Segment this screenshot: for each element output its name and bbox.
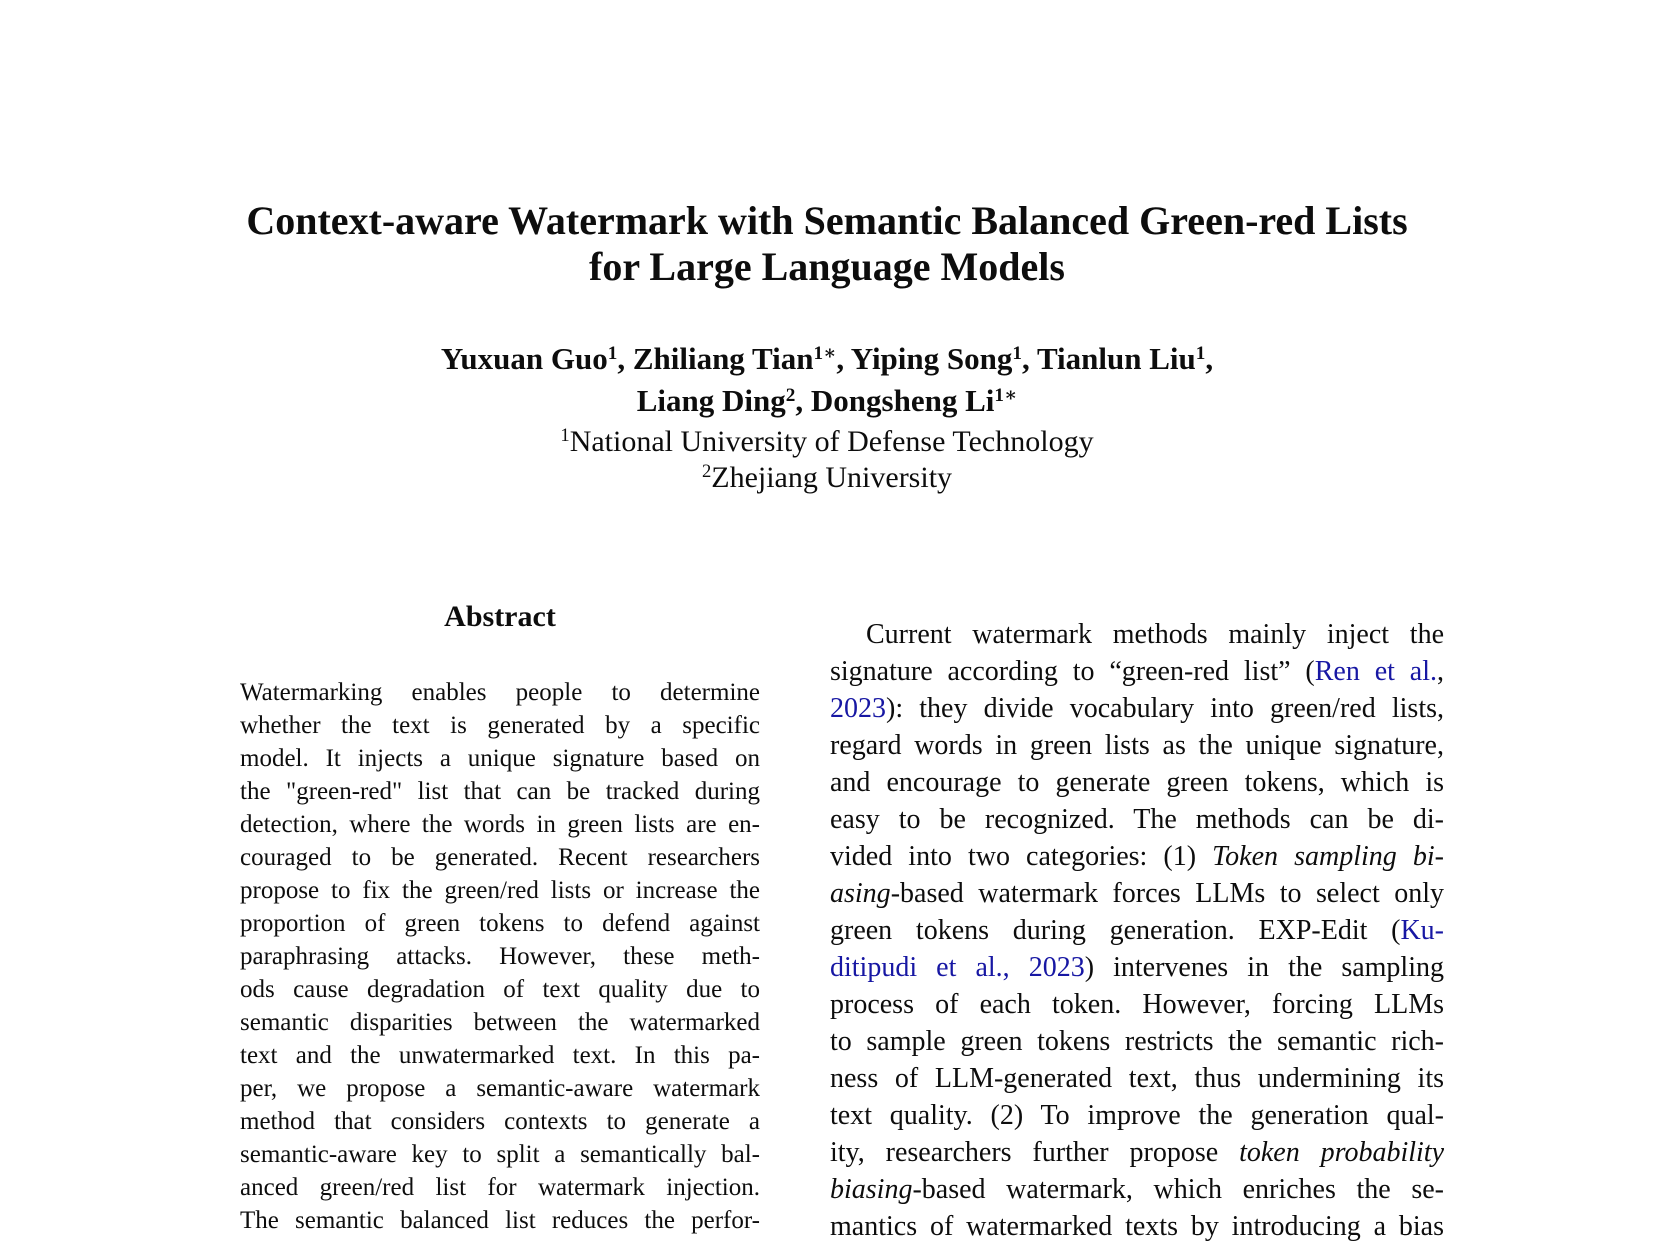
intro-body xyxy=(830,616,1444,1241)
paper-title-line-2: for Large Language Models xyxy=(589,244,1065,289)
paper-title xyxy=(0,198,1654,290)
text-run: , Dongsheng Li xyxy=(795,383,995,418)
intro-line xyxy=(830,1097,1444,1134)
text-run: National University of Defense Technology xyxy=(569,425,1094,458)
intro-line xyxy=(830,949,1444,986)
superscript-marker: 2 xyxy=(701,461,712,483)
text-run: easy to be recognized. The methods can be di- xyxy=(830,804,1444,835)
text-run: text quality. (2) To improve the generation qual- xyxy=(830,1100,1444,1131)
intro-line xyxy=(830,1171,1444,1208)
abstract-line: method that considers contexts to generate a xyxy=(240,1108,760,1135)
abstract-line: semantic disparities between the watermarked xyxy=(240,1009,760,1036)
superscript-marker: 1 xyxy=(560,425,570,447)
affiliation-line-1 xyxy=(0,424,1654,460)
abstract-line: Watermarking enables people to determine xyxy=(240,679,760,706)
text-run: signature according to “green-red list” ( xyxy=(830,656,1315,687)
text-run: vided into two categories: (1) xyxy=(830,841,1213,872)
text-run: , xyxy=(1205,341,1214,376)
text-run: green tokens during generation. EXP-Edit ( xyxy=(830,915,1401,946)
text-run: -based watermark, which enriches the se- xyxy=(912,1174,1444,1205)
abstract-line: couraged to be generated. Recent researchers xyxy=(240,844,760,871)
citation-link[interactable]: 2023 xyxy=(830,693,886,724)
citation-link[interactable]: Ren et al. xyxy=(1314,656,1437,687)
text-run: Current watermark methods mainly inject the xyxy=(866,619,1444,650)
intro-line xyxy=(830,690,1444,727)
text-run: ness of LLM-generated text, thus undermining its xyxy=(830,1063,1444,1094)
abstract-line: the "green-red" list that can be tracked during xyxy=(240,778,760,805)
intro-line xyxy=(830,1023,1444,1060)
italic-text: asing xyxy=(830,878,891,909)
italic-text: Token sampling bi- xyxy=(1212,841,1445,872)
abstract-line: ods cause degradation of text quality due to xyxy=(240,976,760,1003)
author-line-2 xyxy=(0,380,1654,422)
text-run: Zhejiang University xyxy=(711,461,953,494)
text-run: Yuxuan Guo xyxy=(440,341,608,376)
superscript-marker: 1 xyxy=(1012,343,1022,365)
intro-line xyxy=(830,616,1444,653)
italic-text: biasing xyxy=(830,1174,913,1205)
intro-line xyxy=(830,801,1444,838)
abstract-heading: Abstract xyxy=(444,600,556,633)
abstract-line: anced green/red list for watermark injection. xyxy=(240,1174,760,1201)
author-block xyxy=(0,338,1654,422)
intro-line xyxy=(830,875,1444,912)
italic-text: token probability xyxy=(1239,1137,1444,1168)
superscript-marker: 1∗ xyxy=(994,385,1018,407)
intro-line xyxy=(830,986,1444,1023)
superscript-marker: 1 xyxy=(1195,343,1206,365)
intro-line xyxy=(830,653,1444,690)
abstract-line: The semantic balanced list reduces the perfor- xyxy=(240,1207,760,1234)
author-line-1 xyxy=(0,338,1654,380)
abstract-line: detection, where the words in green lists are en- xyxy=(240,811,760,838)
affiliation-block xyxy=(0,424,1654,496)
text-run: process of each token. However, forcing LLMs xyxy=(830,989,1444,1020)
abstract-line: proportion of green tokens to defend against xyxy=(240,910,760,937)
text-run: ) intervenes in the sampling xyxy=(1084,952,1444,983)
abstract-body xyxy=(240,676,760,1237)
text-run: Liang Ding xyxy=(636,383,786,418)
text-run: , xyxy=(1436,656,1444,687)
citation-link[interactable]: ditipudi et al., 2023 xyxy=(830,952,1085,983)
superscript-marker: 1 xyxy=(607,343,618,365)
text-run: mantics of watermarked texts by introducing a bias xyxy=(830,1211,1444,1241)
paper-title-line-1: Context-aware Watermark with Semantic Balanced Green-red Lists xyxy=(246,198,1408,243)
text-run: , Yiping Song xyxy=(836,341,1013,376)
affiliation-line-2 xyxy=(0,460,1654,496)
intro-line xyxy=(830,1134,1444,1171)
text-run: ): they divide vocabulary into green/red lists, xyxy=(886,693,1444,724)
abstract-line: propose to fix the green/red lists or increase the xyxy=(240,877,760,904)
text-run: -based watermark forces LLMs to select only xyxy=(890,878,1444,909)
superscript-marker: 1∗ xyxy=(813,343,837,365)
abstract-line: text and the unwatermarked text. In this pa- xyxy=(240,1042,760,1069)
intro-line xyxy=(830,1208,1444,1241)
citation-link[interactable]: Ku- xyxy=(1400,915,1444,946)
text-run: and encourage to generate green tokens, which is xyxy=(830,767,1444,798)
text-run: , Zhiliang Tian xyxy=(617,341,814,376)
abstract-line: semantic-aware key to split a semantically bal- xyxy=(240,1141,760,1168)
intro-line xyxy=(830,764,1444,801)
text-run: ity, researchers further propose xyxy=(830,1137,1240,1168)
intro-line xyxy=(830,912,1444,949)
intro-line xyxy=(830,838,1444,875)
text-run: to sample green tokens restricts the semantic rich- xyxy=(830,1026,1444,1057)
intro-line xyxy=(830,727,1444,764)
text-run: regard words in green lists as the unique signature, xyxy=(830,730,1444,761)
abstract-line: model. It injects a unique signature based on xyxy=(240,745,760,772)
abstract-line: per, we propose a semantic-aware watermark xyxy=(240,1075,760,1102)
intro-line xyxy=(830,1060,1444,1097)
superscript-marker: 2 xyxy=(785,385,796,407)
text-run: , Tianlun Liu xyxy=(1022,341,1196,376)
abstract-line: paraphrasing attacks. However, these meth- xyxy=(240,943,760,970)
abstract-line: whether the text is generated by a specific xyxy=(240,712,760,739)
